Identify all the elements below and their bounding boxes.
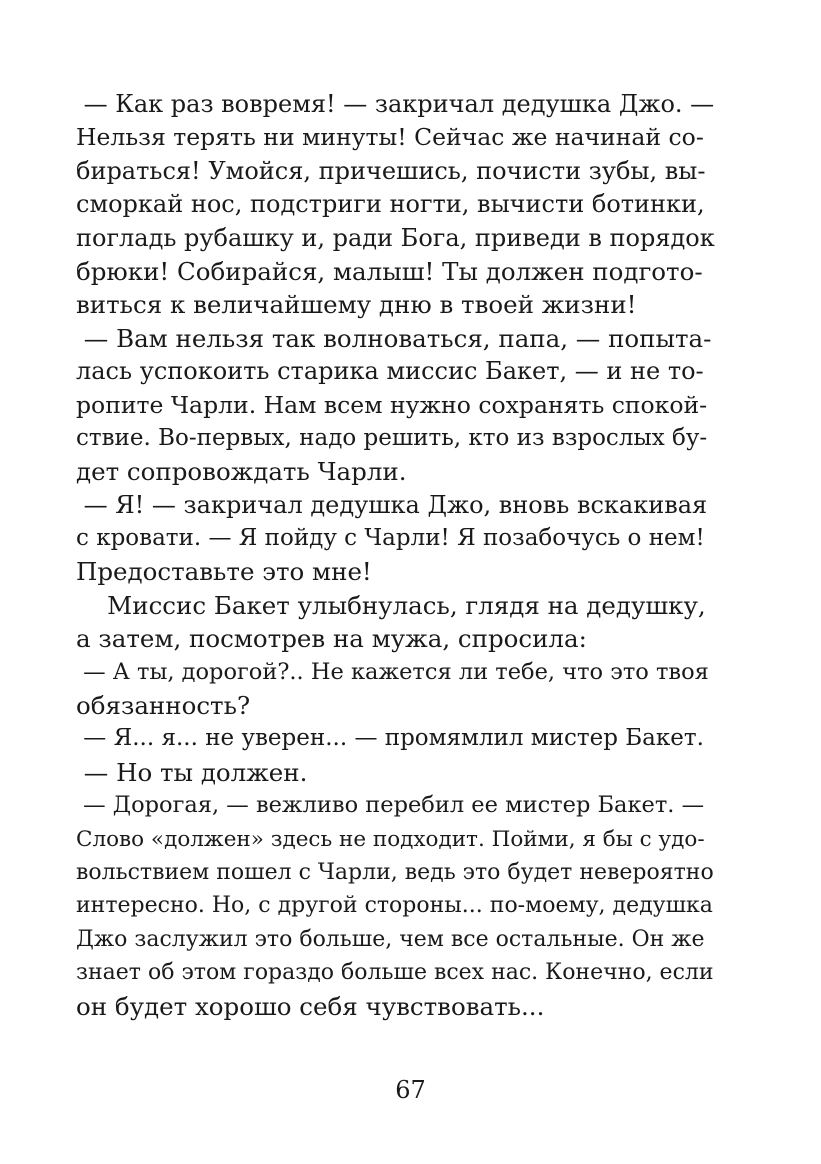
text-line: — Как раз вовремя! — закричал дедушка Джо. —: [76, 90, 715, 118]
text-line: бираться! Умойся, причешись, почисти зубы, вы-: [76, 156, 706, 185]
text-line: — Вам нельзя так волноваться, папа, — попыта-: [76, 323, 712, 353]
text-line: — Я! — закричал дедушка Джо, вновь вскакивая: [76, 490, 708, 519]
text-line: лась успокоить старика миссис Бакет, — и не то-: [76, 357, 704, 386]
text-line: погладь рубашку и, ради Бога, приведи в порядок: [76, 223, 715, 252]
text-line: интересно. Но, с другой стороны... по-моему, дедушка: [76, 893, 713, 919]
text-line: — Я... я... не уверен... — промямлил мистер Бакет.: [76, 725, 704, 752]
text-line: брюки! Собирайся, малыш! Ты должен подгото-: [76, 256, 703, 286]
text-line: обязанность?: [76, 691, 251, 721]
text-line: ропите Чарли. Нам всем нужно сохранять спокой-: [76, 390, 708, 419]
text-line: — Но ты должен.: [76, 757, 308, 787]
body-text: [76, 88, 716, 1023]
text-line: — Дорогая, — вежливо перебил ее мистер Бакет. —: [76, 792, 705, 819]
text-line: Слово «должен» здесь не подходит. Пойми, я бы с удо-: [76, 826, 705, 852]
text-line: ствие. Во-первых, надо решить, кто из взрослых бу-: [76, 424, 708, 451]
text-line: Нельзя терять ни минуты! Сейчас же начинай со-: [76, 123, 704, 152]
text-line: Джо заслужил это больше, чем все остальные. Он же: [76, 926, 705, 952]
text-line: сморкай нос, подстриги ногти, вычисти ботинки,: [76, 190, 705, 219]
text-line: он будет хорошо себя чувствовать...: [76, 991, 545, 1021]
text-line: с кровати. — Я пойду с Чарли! Я позабочусь о нем!: [76, 525, 705, 552]
text-line: — А ты, дорогой?.. Не кажется ли тебе, что это твоя: [76, 658, 709, 685]
text-line: Миссис Бакет улыбнулась, глядя на дедушку,: [76, 590, 706, 620]
text-line: Предоставьте это мне!: [76, 557, 372, 587]
text-line: знает об этом гораздо больше всех нас. Конечно, если: [76, 960, 714, 986]
text-line: а затем, посмотрев на мужа, спросила:: [76, 624, 587, 654]
text-line: вольствием пошел с Чарли, ведь это будет невероятно: [76, 859, 714, 885]
text-line: дет сопровождать Чарли.: [76, 457, 407, 487]
page-number: 67: [395, 1076, 426, 1104]
text-line: виться к величайшему дню в твоей жизни!: [76, 290, 637, 320]
